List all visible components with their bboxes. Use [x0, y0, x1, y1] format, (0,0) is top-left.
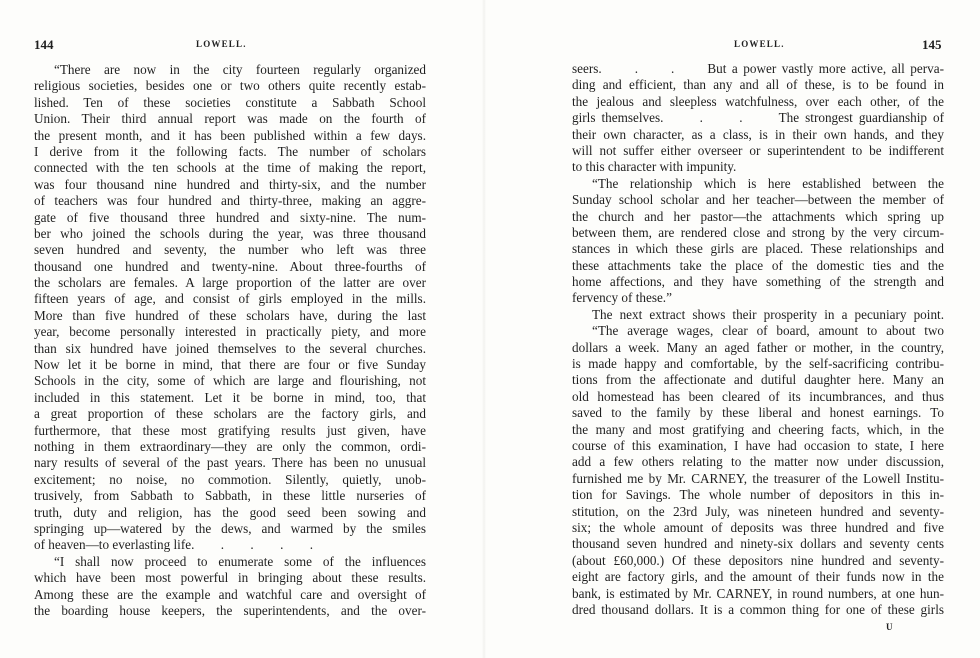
text-line: eight are factory girls, and the amount of their funds now in the	[572, 569, 944, 585]
text-line: will not suffer either overseer or superintendent to be indifferent	[572, 142, 944, 158]
text-line: these attachments take the place of the domestic ties and the	[572, 257, 944, 273]
text-line: the boarding house keepers, the superintendents, and the over-	[34, 602, 426, 618]
text-line: furnished me by Mr. CARNEY, the treasurer of the Lowell Institu-	[572, 470, 944, 486]
text-line: the jealous and sleepless watchfulness, over each other, of the	[572, 93, 944, 109]
text-line: of heaven—to everlasting life. . . . .	[34, 537, 314, 553]
running-head: LOWELL.	[196, 39, 247, 49]
text-line: a great proportion of these scholars are the factory girls, and	[34, 406, 426, 422]
text-line: was four thousand nine hundred and thirty-six, and the number	[34, 176, 426, 192]
text-line: Sunday school scholar and her teacher—between the member of	[572, 192, 944, 208]
text-line: connected with the ten schools at the time of making the report,	[34, 160, 426, 176]
body-text	[34, 62, 426, 619]
text-line: The next extract shows their prosperity in a pecuniary point.	[592, 306, 944, 322]
text-line: of teachers was four hundred and thirty-three, making an aggre-	[34, 193, 426, 209]
text-line: seers. . . But a power vastly more active, all perva-	[572, 61, 944, 76]
text-line: “The average wages, clear of board, amount to about two	[592, 323, 944, 339]
text-line: the many and most gratifying and cheering facts, which, in the	[572, 421, 944, 437]
text-line: thousand one hundred and twenty-nine. About three-fourths of	[34, 258, 426, 274]
text-line: old homestead has been cleared of its incumbrances, and thus	[572, 388, 944, 404]
text-line: home affections, and they have something of the strength and	[572, 274, 944, 290]
text-line: dred thousand dollars. It is a common thing for one of these girls	[572, 601, 944, 617]
text-line: seven hundred and seventy, the number who left was three	[34, 242, 426, 258]
text-line: fifteen years of age, and consist of girls employed in the mills.	[34, 291, 426, 307]
text-line: tions from the affectionate and dutiful daughter here. Many an	[572, 372, 944, 388]
text-line: girls themselves. . . The strongest guardianship of	[572, 110, 944, 126]
text-line: Union. Their third annual report was made on the fourth of	[34, 111, 426, 127]
text-line: tion for Savings. The whole number of depositors in this in-	[572, 487, 944, 503]
book-gutter	[482, 0, 486, 658]
text-line: nary results of several of the past years. There has been no unusual	[34, 455, 426, 471]
text-line: trusively, from Sabbath to Sabbath, in these little nurseries of	[34, 488, 426, 504]
text-line: religious societies, besides one or two others quite recently estab-	[34, 78, 426, 94]
text-line: ber who joined the schools during the year, was three thousand	[34, 225, 426, 241]
text-line: “There are now in the city fourteen regularly organized	[54, 62, 426, 77]
text-line: add a few others relating to the matter now under discussion,	[572, 454, 944, 470]
text-line: which have been most powerful in bringing about these results.	[34, 570, 426, 586]
left-page	[0, 0, 480, 658]
page-number: 145	[922, 37, 942, 52]
text-line: stitution, on the 23rd July, was nineteen hundred and seventy-	[572, 503, 944, 519]
text-line: than six hundred have joined themselves to the several churches.	[34, 340, 426, 356]
text-line: dollars a week. Many an aged father or mother, in the country,	[572, 339, 944, 355]
text-line: Among these are the example and watchful care and oversight of	[34, 586, 426, 602]
text-line: the church and her pastor—the attachments which spring up	[572, 208, 944, 224]
text-line: fervency of these.”	[572, 290, 672, 306]
text-line: gate of five thousand three hundred and sixty-nine. The num-	[34, 209, 426, 225]
running-head: LOWELL.	[734, 39, 785, 49]
text-line: truth, duty and religion, has the good seed been sowing and	[34, 504, 426, 520]
text-line: excitement; no noise, no commotion. Silently, quietly, unob-	[34, 471, 426, 487]
text-line: stances in which these girls are placed. These relationships and	[572, 241, 944, 257]
text-line: is made happy and comfortable, by the self-sacrificing contribu-	[572, 356, 944, 372]
signature-mark: U	[886, 622, 893, 632]
text-line: More than five hundred of these scholars have, during the last	[34, 307, 426, 323]
text-line: between them, are rendered close and strong by the very circum-	[572, 224, 944, 240]
text-line: ding and efficient, than any and all of these, is to be found in	[572, 77, 944, 93]
text-line: “I shall now proceed to enumerate some of the influences	[54, 553, 426, 569]
text-line: springing up—watered by the dews, and warmed by the smiles	[34, 520, 426, 536]
text-line: (about £60,000.) Of these depositors nine hundred and seventy-	[572, 552, 944, 568]
text-line: six; the whole amount of deposits was three hundred and five	[572, 519, 944, 535]
text-line: the present month, and it has been published within a few days.	[34, 127, 426, 143]
text-line: course of this examination, I have had occasion to state, I here	[572, 437, 944, 453]
text-line: bank, is estimated by Mr. CARNEY, in round numbers, at one hun-	[572, 585, 944, 601]
text-line: Now let it be borne in mind, that there are four or five Sunday	[34, 357, 426, 373]
text-line: “The relationship which is here established between the	[592, 175, 944, 191]
body-text	[572, 61, 944, 618]
text-line: their own character, as a class, is in their own hands, and they	[572, 126, 944, 142]
right-page	[488, 0, 980, 658]
text-line: the scholars are females. A large proportion of the latter are over	[34, 275, 426, 291]
text-line: I derive from it the following facts. The number of scholars	[34, 143, 426, 159]
text-line: furthermore, that these most gratifying results just given, have	[34, 422, 426, 438]
text-line: thousand seven hundred and ninety-six dollars and seventy cents	[572, 536, 944, 552]
text-line: year, become personally interested in practically piety, and more	[34, 324, 426, 340]
text-line: to this character with impunity.	[572, 159, 737, 175]
text-line: saved to the family by these liberal and honest earnings. To	[572, 405, 944, 421]
page-number: 144	[34, 37, 54, 52]
text-line: included in this statement. Let it be borne in mind, too, that	[34, 389, 426, 405]
text-line: lished. Ten of these societies constitute a Sabbath School	[34, 94, 426, 110]
text-line: Schools in the city, some of which are large and flourishing, not	[34, 373, 426, 389]
text-line: nothing in them extraordinary—they are only the common, ordi-	[34, 438, 426, 454]
